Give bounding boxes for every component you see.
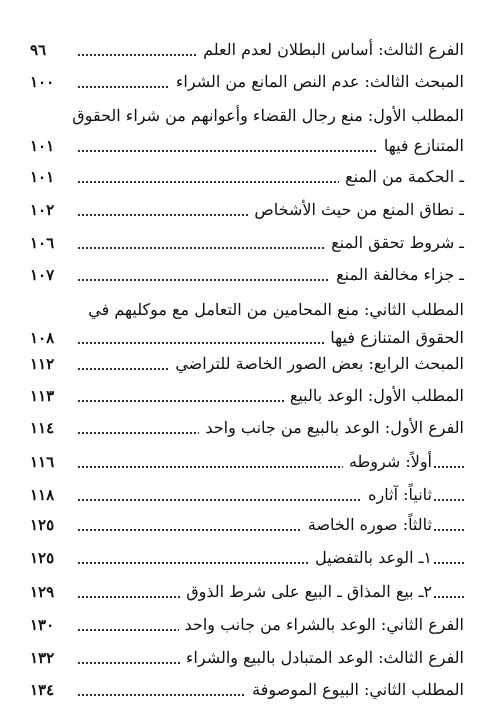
entry-title: ـ نطاق المنع من حيث الأشخاص <box>248 198 464 222</box>
entry-title-line1: المطلب الثاني: منع المحامين من التعامل مع موكليهم في <box>88 300 464 319</box>
entry-title: الفرع الأول: الوعد بالبيع من جانب واحد <box>199 416 464 440</box>
entry-title: ثانياً: آثاره <box>362 483 432 507</box>
entry-title: ـ شروط تحقق المنع <box>325 231 464 255</box>
entry-title: المتنازع فيها <box>378 134 464 158</box>
page-number: ١١٤ <box>30 419 55 437</box>
page-number: ١١٣ <box>30 387 55 405</box>
page-number: ١٠٦ <box>30 234 55 252</box>
page-number: ١٢٥ <box>30 549 55 567</box>
entry-title: المبحث الرابع: بعض الصور الخاصة للتراضي <box>169 352 464 376</box>
entry-title: المطلب الثاني: البيوع الموصوفة <box>246 678 464 702</box>
page-number: ١١٦ <box>30 453 55 471</box>
page-number: ١٠١ <box>30 168 55 186</box>
page-number: ١١٨ <box>30 486 55 504</box>
entry-title: أولاً: شروطه <box>343 450 432 474</box>
entry-title-line1: المطلب الأول: منع رجال القضاء وأعوانهم من شراء الحقوق <box>72 106 464 125</box>
entry-title: ٢ـ بيع المذاق ـ البيع على شرط الذوق <box>180 580 432 604</box>
page-number: ١٢٥ <box>30 516 55 534</box>
page-number: ١٠٧ <box>30 266 55 284</box>
page-number: ١٠٠ <box>30 73 55 91</box>
page-number: ١٠١ <box>30 137 55 155</box>
page-number: ١٣٢ <box>30 649 55 667</box>
entry-title: المطلب الأول: الوعد بالبيع <box>284 384 464 408</box>
entry-title: ـ الحكمة من المنع <box>339 165 464 189</box>
page-number: ١٣٠ <box>30 616 55 634</box>
entry-title: الفرع الثاني: الوعد بالشراء من جانب واحد <box>179 613 464 637</box>
entry-title: ـ جزاء مخالفة المنع <box>330 263 464 287</box>
page-number: ١٠٨ <box>30 329 55 347</box>
entry-title: الفرع الثالث: أساس البطلان لعدم العلم <box>197 38 464 62</box>
page-number: ٩٦ <box>30 41 47 59</box>
entry-title: ١ـ الوعد بالتفضيل <box>309 546 432 570</box>
entry-title: الحقوق المتنازع فيها <box>324 326 464 350</box>
page-number: ١٢٩ <box>30 583 55 601</box>
page-number: ١٣٤ <box>30 681 55 699</box>
page-number: ١٠٢ <box>30 201 55 219</box>
entry-title: الفرع الثالث: الوعد المتبادل بالبيع والشراء <box>180 646 464 670</box>
entry-title: المبحث الثالث: عدم النص المانع من الشراء <box>170 70 464 94</box>
page-number: ١١٢ <box>30 355 55 373</box>
entry-title: ثالثاً: صوره الخاصة <box>302 513 432 537</box>
